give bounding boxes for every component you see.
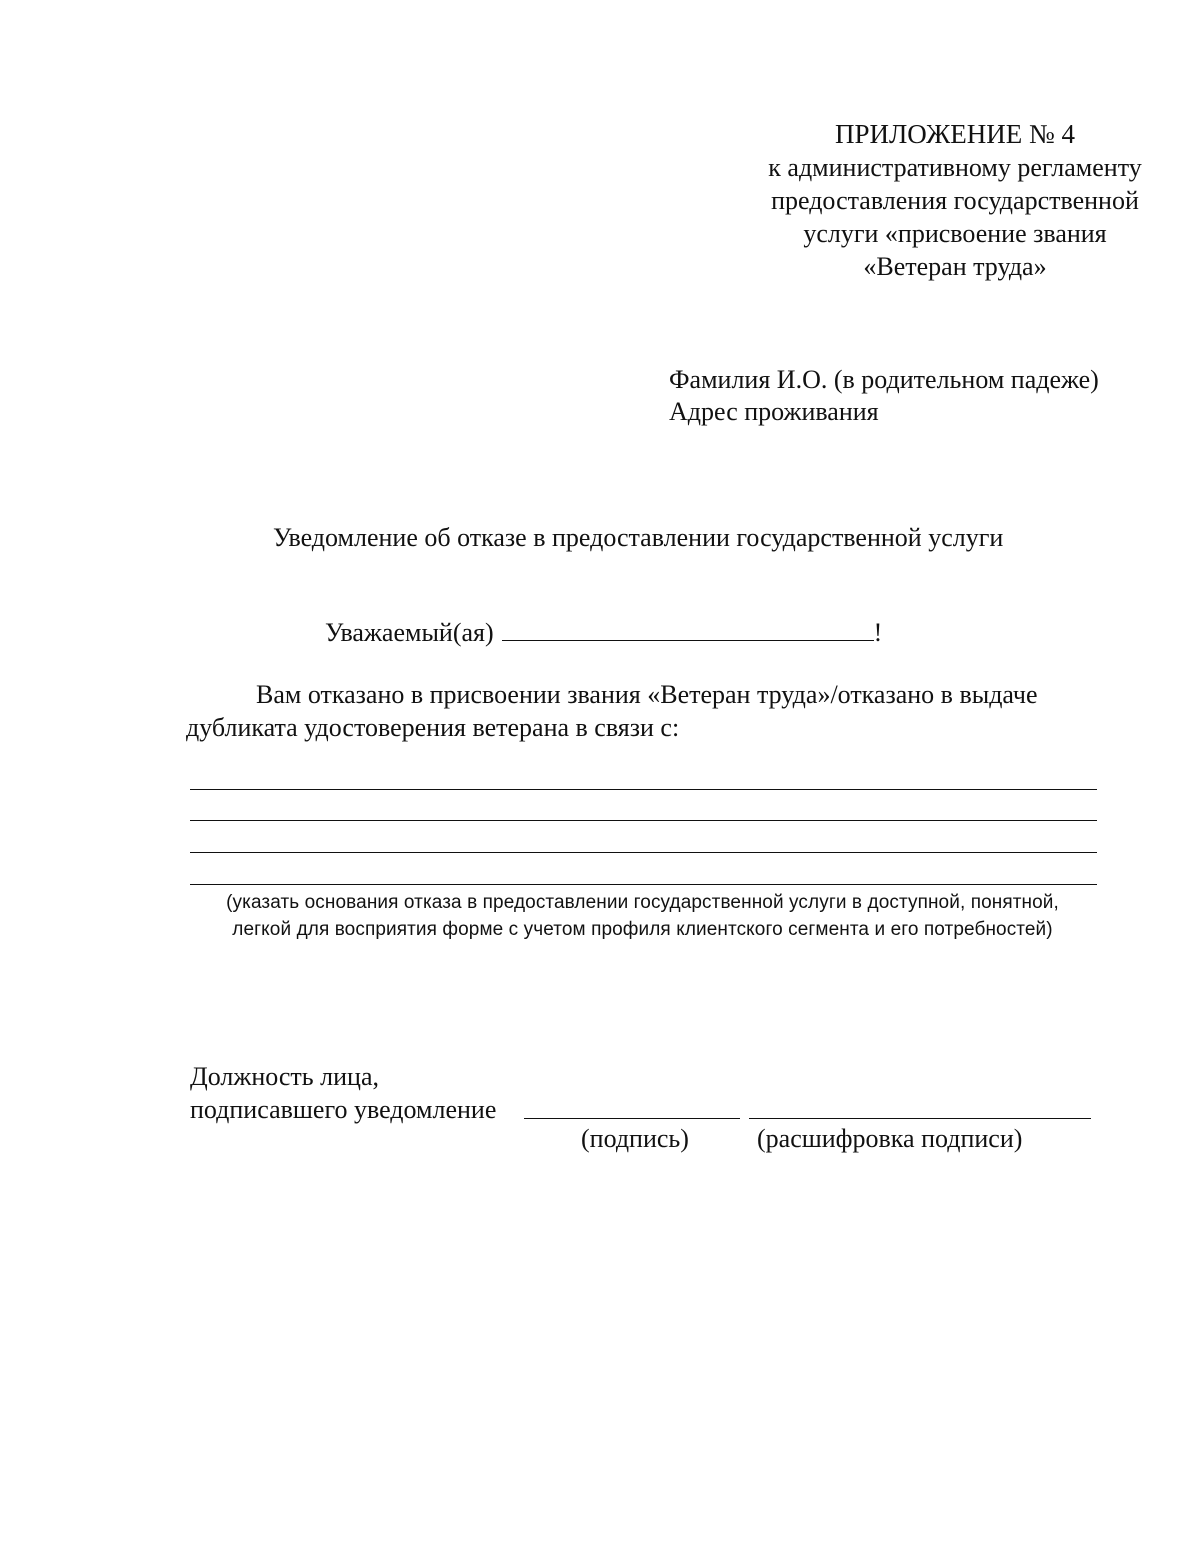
addressee-address: Адрес проживания [669, 397, 879, 426]
salutation-label: Уважаемый(ая) [325, 618, 494, 647]
reason-hint [190, 889, 1095, 943]
reason-line-3[interactable] [190, 852, 1097, 853]
salutation [325, 616, 882, 648]
body-line-1: Вам отказано в присвоении звания «Ветеран труда»/отказано в выдаче [256, 680, 1038, 709]
appendix-header [700, 118, 1200, 283]
appendix-line-2: предоставления государственной [771, 186, 1139, 215]
signature-caption: (подпись) [581, 1124, 689, 1153]
reason-line-2[interactable] [190, 820, 1097, 821]
reason-line-1[interactable] [190, 789, 1097, 790]
reason-hint-line-1: (указать основания отказа в предоставлении государственной услуги в доступной, понятной, [226, 892, 1059, 913]
signature-decode-caption: (расшифровка подписи) [757, 1124, 1023, 1153]
appendix-line-1: к административному регламенту [768, 153, 1142, 182]
signature-decode-line[interactable] [749, 1118, 1091, 1119]
addressee-name: Фамилия И.О. (в родительном падеже) [669, 365, 1099, 394]
reason-line-4[interactable] [190, 884, 1097, 885]
signer-block [190, 1060, 496, 1126]
signer-role: подписавшего уведомление [190, 1095, 497, 1124]
appendix-line-4: «Ветеран труда» [863, 252, 1047, 281]
document-title: Уведомление об отказе в предоставлении государственной услуги [273, 523, 1004, 552]
addressee-block [669, 364, 1099, 428]
appendix-line-3: услуги «присвоение звания [803, 219, 1107, 248]
reason-hint-line-2: легкой для восприятия форме с учетом профиля клиентского сегмента и его потребностей) [232, 919, 1053, 940]
body-text [186, 678, 1106, 744]
salutation-name-blank[interactable] [502, 616, 874, 641]
signer-position: Должность лица, [190, 1062, 379, 1091]
signature-line[interactable] [524, 1118, 740, 1119]
body-line-2: дубликата удостоверения ветерана в связи с: [186, 713, 680, 742]
salutation-exclamation: ! [873, 618, 883, 647]
appendix-title: ПРИЛОЖЕНИЕ № 4 [834, 119, 1076, 149]
